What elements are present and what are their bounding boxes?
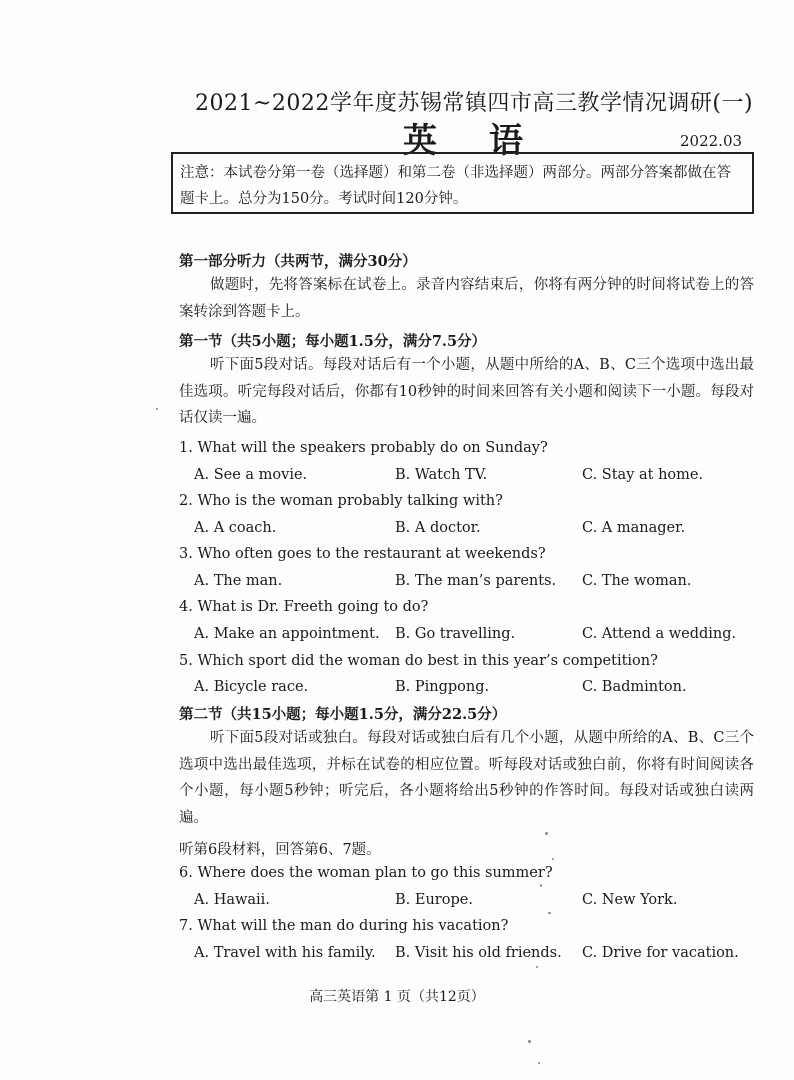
option-b: B. Europe. [395, 892, 473, 908]
section2-heading: 第二节（共15小题；每小题1.5分，满分22.5分） [179, 706, 507, 723]
option-c: C. New York. [582, 892, 678, 908]
section1-instruction: 听下面5段对话。每段对话后有一个小题，从题中所给的A、B、C三个选项中选出最佳选项。听完每段对话后，你都有10秒钟的时间来回答有关小题和阅读下一小题。每段对话仅读一遍。 [179, 357, 754, 426]
question-stem: 2. Who is the woman probably talking with? [179, 493, 503, 509]
scan-speck [552, 858, 554, 860]
exam-title: 2021~2022学年度苏锡常镇四市高三教学情况调研(一) [195, 91, 754, 116]
option-a: A. Bicycle race. [194, 679, 309, 695]
scan-speck [156, 408, 158, 410]
material-note: 听第6段材料，回答第6、7题。 [179, 842, 381, 858]
option-c: C. Badminton. [582, 679, 687, 695]
part1-heading: 第一部分听力（共两节，满分30分） [179, 253, 417, 270]
option-c: C. The woman. [582, 573, 692, 589]
option-a: A. See a movie. [194, 467, 308, 483]
option-a: A. Hawaii. [194, 892, 270, 908]
section2-instruction: 听下面5段对话或独白。每段对话或独白后有几个小题，从题中所给的A、B、C三个选项中选出最佳选项，并标在试卷的相应位置。听每段对话或独白前，你将有时间阅读各个小题，每小题5秒钟；听完后，各小题将给出5秒钟的作答时间。每段对话或独白读两遍。 [179, 730, 754, 826]
option-a: A. Travel with his family. [194, 945, 376, 961]
question-stem: 1. What will the speakers probably do on Sunday? [179, 440, 548, 456]
option-b: B. The man’s parents. [395, 573, 557, 589]
option-b: B. Pingpong. [395, 679, 490, 695]
option-b: B. Go travelling. [395, 626, 516, 642]
subject-title: 英语 [403, 121, 575, 161]
scan-speck [540, 884, 542, 887]
page-footer: 高三英语第 1 页（共12页） [309, 989, 485, 1005]
scan-speck [548, 912, 551, 914]
scan-speck [528, 1040, 531, 1043]
section1-heading: 第一节（共5小题；每小题1.5分，满分7.5分） [179, 333, 487, 350]
option-a: A. Make an appointment. [194, 626, 380, 642]
option-b: B. Watch TV. [395, 467, 488, 483]
option-b: B. Visit his old friends. [395, 945, 562, 961]
scan-speck [545, 832, 548, 835]
option-b: B. A doctor. [395, 520, 481, 536]
notice-box: 注意：本试卷分第一卷（选择题）和第二卷（非选择题）两部分。两部分答案都做在答题卡上。总分为150分。考试时间120分钟。 [171, 152, 754, 214]
scan-speck [536, 966, 538, 968]
part1-instruction: 做题时，先将答案标在试卷上。录音内容结束后，你将有两分钟的时间将试卷上的答案转涂到答题卡上。 [179, 277, 754, 320]
question-stem: 5. Which sport did the woman do best in this year’s competition? [179, 653, 658, 669]
option-a: A. The man. [194, 573, 283, 589]
option-a: A. A coach. [194, 520, 277, 536]
scan-speck [538, 1062, 540, 1064]
question-stem: 6. Where does the woman plan to go this summer? [179, 865, 553, 881]
exam-date: 2022.03 [680, 132, 743, 150]
option-c: C. A manager. [582, 520, 686, 536]
question-stem: 7. What will the man do during his vacation? [179, 918, 509, 934]
option-c: C. Attend a wedding. [582, 626, 737, 642]
question-stem: 4. What is Dr. Freeth going to do? [179, 599, 429, 615]
question-stem: 3. Who often goes to the restaurant at weekends? [179, 546, 546, 562]
option-c: C. Stay at home. [582, 467, 704, 483]
option-c: C. Drive for vacation. [582, 945, 739, 961]
